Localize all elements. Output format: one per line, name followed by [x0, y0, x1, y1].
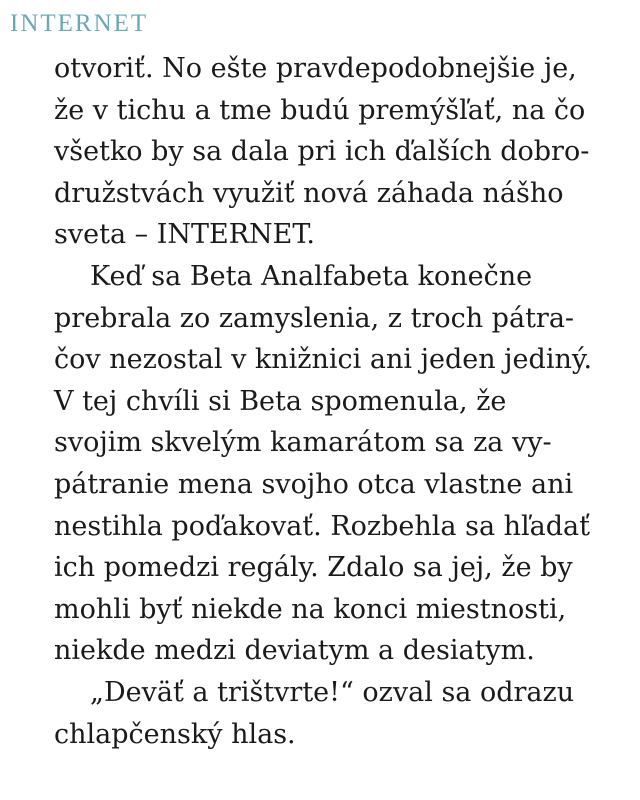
- text-line: otvoriť. No ešte pravdepodobnejšie je,: [54, 53, 577, 84]
- body-text: [54, 48, 634, 755]
- text-line: nestihla poďakovať. Rozbehla sa hľadať: [54, 510, 590, 542]
- paragraph-start-line: Keď sa Beta Analfabeta konečne: [90, 260, 533, 292]
- text-line: všetko by sa dala pri ich ďalších dobro-: [54, 136, 590, 168]
- paragraph-start-line: „Deväť a trištvrte!“ ozval sa odrazu: [90, 676, 575, 708]
- text-line: V tej chvíli si Beta spomenula, že: [54, 385, 507, 417]
- text-line: pátranie mena svojho otca vlastne ani: [54, 468, 574, 500]
- text-line: chlapčenský hlas.: [54, 718, 296, 750]
- running-header: INTERNET: [10, 10, 149, 37]
- text-line: sveta – INTERNET.: [54, 219, 315, 251]
- text-line: družstvách využiť nová záhada nášho: [54, 177, 564, 209]
- text-line: mohli byť niekde na konci miestnosti,: [54, 593, 567, 625]
- text-line: svojim skvelým kamarátom sa za vy-: [54, 427, 552, 459]
- text-line: čov nezostal v knižnici ani jeden jediný.: [54, 344, 593, 376]
- text-line: prebrala zo zamyslenia, z troch pátra-: [54, 302, 575, 334]
- text-line: ich pomedzi regály. Zdalo sa jej, že by: [54, 552, 573, 584]
- text-line: že v tichu a tme budú premýšľať, na čo: [54, 94, 586, 126]
- text-line: niekde medzi deviatym a desiatym.: [54, 635, 535, 667]
